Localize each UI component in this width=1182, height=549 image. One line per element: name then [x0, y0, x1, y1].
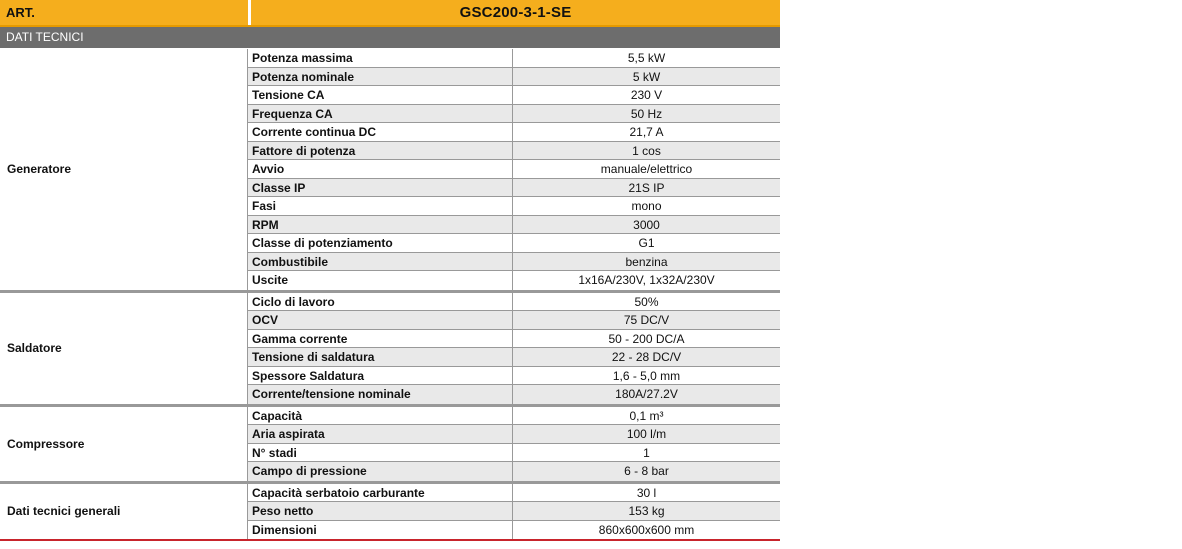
group-label: Generatore: [0, 49, 248, 290]
spec-key: Capacità: [248, 407, 513, 425]
spec-key: Classe di potenziamento: [248, 234, 513, 252]
spec-value: 1: [643, 445, 650, 460]
spec-key: Gamma corrente: [248, 330, 513, 348]
art-label: ART.: [6, 5, 35, 20]
spec-value: 1,6 - 5,0 mm: [612, 368, 681, 383]
table-row: [248, 160, 780, 179]
spec-value: benzina: [625, 254, 668, 269]
table-row: [248, 330, 780, 349]
table-header: [0, 0, 780, 27]
spec-value: 153 kg: [628, 504, 665, 518]
spec-key: Capacità serbatoio carburante: [248, 484, 513, 502]
spec-groups: [0, 49, 780, 541]
spec-key: Aria aspirata: [248, 425, 513, 443]
table-row: [248, 49, 780, 68]
spec-value: G1: [638, 236, 655, 250]
spec-value: 21,7 A: [629, 125, 664, 139]
spec-value: 1 cos: [632, 143, 661, 158]
spec-key: Corrente/tensione nominale: [248, 385, 513, 404]
spec-value: 6 - 8 bar: [624, 464, 669, 478]
spec-value: mono: [631, 199, 662, 213]
spec-key: Tensione di saldatura: [248, 348, 513, 366]
spec-value: 50 - 200 DC/A: [608, 331, 685, 346]
table-row: [248, 367, 780, 386]
table-row: [248, 179, 780, 198]
table-row: [248, 444, 780, 463]
spec-group: [0, 484, 780, 542]
spec-key: Classe IP: [248, 179, 513, 197]
spec-group: [0, 49, 780, 293]
spec-value: 21S IP: [628, 180, 665, 195]
spec-value: 230 V: [630, 88, 663, 102]
table-row: [248, 271, 780, 290]
spec-value: 5 kW: [632, 69, 661, 84]
group-label: Saldatore: [0, 293, 248, 404]
group-rows: [248, 484, 780, 540]
spec-key: Peso netto: [248, 502, 513, 520]
table-row: [248, 348, 780, 367]
table-row: [248, 197, 780, 216]
group-rows: [248, 293, 780, 404]
spec-key: Potenza nominale: [248, 68, 513, 86]
spec-value: 3000: [633, 217, 660, 232]
spec-group: [0, 293, 780, 407]
spec-value: 75 DC/V: [623, 313, 670, 327]
spec-value: 100 l/m: [626, 427, 667, 441]
table-row: [248, 462, 780, 481]
group-rows: [248, 49, 780, 290]
table-row: [248, 521, 780, 540]
table-row: [248, 311, 780, 330]
table-row: [248, 253, 780, 272]
section-title: DATI TECNICI: [0, 27, 780, 49]
spec-key: Tensione CA: [248, 86, 513, 104]
spec-key: Fattore di potenza: [248, 142, 513, 160]
table-row: [248, 234, 780, 253]
table-row: [248, 484, 780, 503]
table-row: [248, 68, 780, 87]
spec-key: Ciclo di lavoro: [248, 293, 513, 311]
table-row: [248, 216, 780, 235]
spec-key: Potenza massima: [248, 49, 513, 67]
spec-value: 50 Hz: [630, 106, 663, 121]
table-row: [248, 86, 780, 105]
spec-value: 1x16A/230V, 1x32A/230V: [578, 273, 715, 287]
model-code: GSC200-3-1-SE: [459, 4, 572, 21]
spec-key: Avvio: [248, 160, 513, 178]
spec-value: 180A/27.2V: [615, 387, 678, 401]
spec-value: 22 - 28 DC/V: [611, 350, 682, 364]
spec-key: Campo di pressione: [248, 462, 513, 481]
table-row: [248, 502, 780, 521]
table-row: [248, 425, 780, 444]
table-row: [248, 123, 780, 142]
group-label: Compressore: [0, 407, 248, 481]
spec-key: N° stadi: [248, 444, 513, 462]
spec-value: 30 l: [636, 485, 657, 500]
spec-key: OCV: [248, 311, 513, 329]
spec-value: 0,1 m³: [629, 408, 664, 423]
group-label: Dati tecnici generali: [0, 484, 248, 540]
table-row: [248, 105, 780, 124]
spec-key: Corrente continua DC: [248, 123, 513, 141]
group-rows: [248, 407, 780, 481]
spec-key: Frequenza CA: [248, 105, 513, 123]
table-row: [248, 293, 780, 312]
spec-key: Combustibile: [248, 253, 513, 271]
spec-key: Dimensioni: [248, 521, 513, 540]
table-row: [248, 385, 780, 404]
spec-value: 860x600x600 mm: [598, 522, 695, 537]
spec-key: Uscite: [248, 271, 513, 290]
spec-value: manuale/elettrico: [600, 162, 693, 176]
spec-key: RPM: [248, 216, 513, 234]
spec-key: Fasi: [248, 197, 513, 215]
spec-key: Spessore Saldatura: [248, 367, 513, 385]
spec-group: [0, 407, 780, 484]
spec-value: 5,5 kW: [627, 51, 666, 65]
table-row: [248, 407, 780, 426]
spec-value: 50%: [634, 294, 659, 309]
table-row: [248, 142, 780, 161]
